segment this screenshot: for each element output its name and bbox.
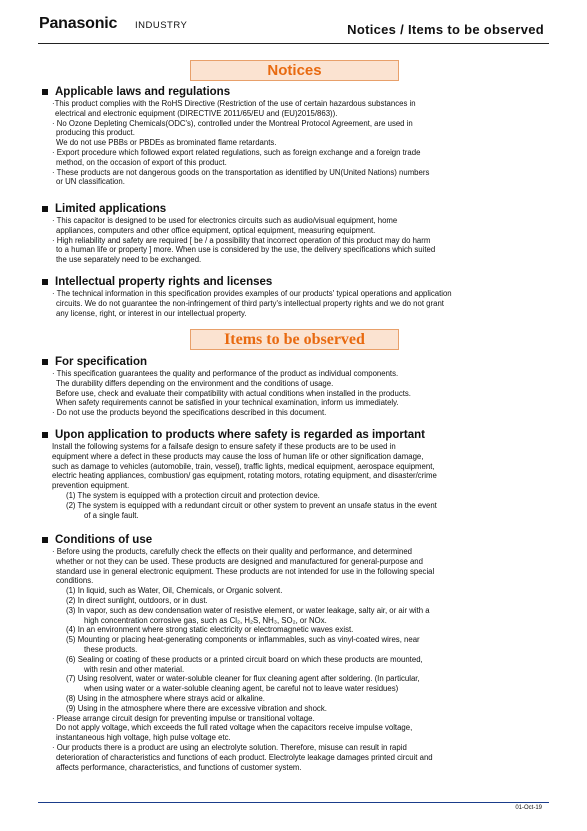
list-item: (5) Mounting or placing heat-generating components or inflammables, such as vinyl-coated wires, near bbox=[66, 635, 420, 645]
bullet-square-icon bbox=[42, 432, 48, 438]
text-line: the use separately need to be exchanged. bbox=[56, 255, 202, 265]
text-line: · Before using the products, carefully check the effects on their quality and performance, and determined bbox=[52, 547, 413, 556]
text-line: standard use in general electronic equipment. These products are not intended for use in the following special bbox=[56, 566, 435, 576]
bullet-square-icon bbox=[42, 537, 48, 543]
text-line: affects performance, characteristics, and functions of customer system. bbox=[56, 762, 302, 772]
text-line: · Export procedure which followed export related regulations, such as foreign exchange and a foreign trade bbox=[52, 147, 421, 157]
text-line: We do not use PBBs or PBDEs as brominated flame retardants. bbox=[56, 138, 277, 148]
division-label: INDUSTRY bbox=[135, 20, 188, 31]
text-line: Before use, check and evaluate their compatibility with actual conditions when installed in the products. bbox=[56, 388, 411, 398]
text-line: Install the following systems for a failsafe design to ensure safety if these products are to be used in bbox=[52, 442, 396, 451]
list-item: (3) In vapor, such as dew condensation water of resistive element, or water leakage, salty air, or air with a bbox=[66, 605, 430, 615]
text-line: When safety requirements cannot be satisfied in your technical examination, inform us immediately. bbox=[56, 398, 399, 408]
text-line: · Do not use the products beyond the specifications described in this document. bbox=[52, 408, 327, 418]
text-line: · Please arrange circuit design for preventing impulse or transitional voltage. bbox=[52, 713, 315, 723]
text-line: Do not apply voltage, which exceeds the full rated voltage when the capacitors receive impulse voltage, bbox=[56, 723, 413, 733]
text-line: electrical and electronic equipment (DIRECTIVE 2011/65/EU and (EU)2015/863)). bbox=[55, 108, 338, 118]
text-line: · These products are not dangerous goods on the transportation as identified by UN(United Nations) numbers bbox=[52, 167, 430, 177]
items-observed-banner: Items to be observed bbox=[190, 329, 399, 350]
text-line: · No Ozone Depleting Chemicals(ODC's), controlled under the Montreal Protocol Agreement, are used in bbox=[52, 118, 413, 128]
text-line: producing this product. bbox=[56, 128, 135, 138]
text-line: to a human life or property ] more. When use is considered by the use, the delivery specifications which suited bbox=[56, 245, 436, 255]
text-line: whether or not they can be used. These products are designed and manufactured for general-purpose and bbox=[56, 556, 423, 566]
text-line: circuits. We do not guarantee the non-infringement of third party's intellectual property rights and we do not grant bbox=[56, 298, 444, 308]
notices-banner: Notices bbox=[190, 60, 399, 81]
section-heading: Upon application to products where safety is regarded as important bbox=[42, 429, 552, 441]
text-line: any license, right, or interest in our intellectual property. bbox=[56, 308, 247, 318]
brand-logo: Panasonic bbox=[39, 15, 118, 32]
text-line: · High reliability and safety are required [ be / a possibility that incorrect operation of this product may do harm bbox=[52, 235, 431, 245]
bullet-square-icon bbox=[42, 206, 48, 212]
list-item: these products. bbox=[84, 644, 138, 654]
list-item: (2) The system is equipped with a redundant circuit or other system to prevent an unsafe status in the event bbox=[66, 500, 437, 510]
list-item: when using water or a water-soluble cleaning agent, be careful not to leave water residues) bbox=[84, 684, 399, 694]
bullet-square-icon bbox=[42, 89, 48, 95]
text-line: ·This product complies with the RoHS Directive (Restriction of the use of certain hazardous substances in bbox=[52, 99, 416, 108]
list-item: (6) Sealing or coating of these products or a printed circuit board on which these products are mounted, bbox=[66, 654, 423, 664]
text-line: deterioration of characteristics and functions of each product. Electrolyte leakage damages printed circuit and bbox=[56, 752, 433, 762]
text-line: conditions. bbox=[56, 576, 94, 586]
text-line: method, on the occasion of export of this product. bbox=[56, 157, 227, 167]
section-for-specification bbox=[42, 356, 552, 418]
section-applicable-laws bbox=[42, 86, 552, 187]
list-item: (2) In direct sunlight, outdoors, or in dust. bbox=[66, 595, 208, 605]
text-line: The durability differs depending on the environment and the conditions of usage. bbox=[56, 378, 334, 388]
text-line: instantaneous high voltage, high pulse voltage etc. bbox=[56, 733, 231, 743]
list-item: high concentration corrosive gas, such as Cl₂, H₂S, NH₃, SO₂, or NOx. bbox=[84, 615, 327, 625]
list-item: (8) Using in the atmosphere where strays acid or alkaline. bbox=[66, 693, 265, 703]
list-item: (9) Using in the atmosphere where there are excessive vibration and shock. bbox=[66, 703, 327, 713]
section-heading: Limited applications bbox=[42, 203, 552, 215]
section-limited-applications bbox=[42, 203, 552, 265]
list-item: (1) The system is equipped with a protection circuit and protection device. bbox=[66, 490, 320, 500]
list-item: of a single fault. bbox=[84, 510, 139, 520]
section-heading: For specification bbox=[42, 356, 552, 368]
text-line: · This specification guarantees the quality and performance of the product as individual components. bbox=[52, 369, 399, 378]
section-conditions-of-use bbox=[42, 534, 552, 772]
text-line: equipment where a defect in these products may cause the loss of human life or other signification damage, bbox=[52, 451, 424, 461]
list-item: with resin and other material. bbox=[84, 664, 185, 674]
section-intellectual-property bbox=[42, 276, 552, 318]
section-safety-applications bbox=[42, 429, 552, 520]
list-item: (7) Using resolvent, water or water-soluble cleaner for flux cleaning agent after soldering. (In particular, bbox=[66, 674, 420, 684]
list-item: (1) In liquid, such as Water, Oil, Chemicals, or Organic solvent. bbox=[66, 586, 283, 596]
bullet-square-icon bbox=[42, 279, 48, 285]
text-line: · The technical information in this specification provides examples of our products' typical operations and application bbox=[52, 289, 452, 298]
text-line: · Our products there is a product are using an electrolyte solution. Therefore, misuse can result in rapid bbox=[52, 742, 407, 752]
footer-date: 01-Oct-19 bbox=[515, 805, 542, 811]
section-heading: Intellectual property rights and licenses bbox=[42, 276, 552, 288]
page-header bbox=[0, 0, 587, 50]
header-divider bbox=[38, 43, 549, 44]
text-line: electric heating appliances, combustion/ gas equipment, rotating motors, rotating equipment, and disaster/crime bbox=[52, 471, 437, 481]
text-line: or UN classification. bbox=[56, 177, 125, 187]
section-heading: Conditions of use bbox=[42, 534, 552, 546]
bullet-square-icon bbox=[42, 359, 48, 365]
text-line: · This capacitor is designed to be used for electronics circuits such as audio/visual equipment, home bbox=[52, 216, 398, 225]
text-line: such as damage to vehicles (automobile, train, vessel), traffic lights, medical equipment, aerospace equipment, bbox=[52, 461, 435, 471]
document-title: Notices / Items to be observed bbox=[347, 22, 544, 37]
text-line: prevention equipment. bbox=[52, 481, 130, 491]
section-heading: Applicable laws and regulations bbox=[42, 86, 552, 98]
footer-divider bbox=[38, 802, 549, 803]
text-line: appliances, computers and other office equipment, optical equipment, measuring equipment. bbox=[56, 225, 376, 235]
list-item: (4) In an environment where strong static electricity or electromagnetic waves exist. bbox=[66, 625, 354, 635]
